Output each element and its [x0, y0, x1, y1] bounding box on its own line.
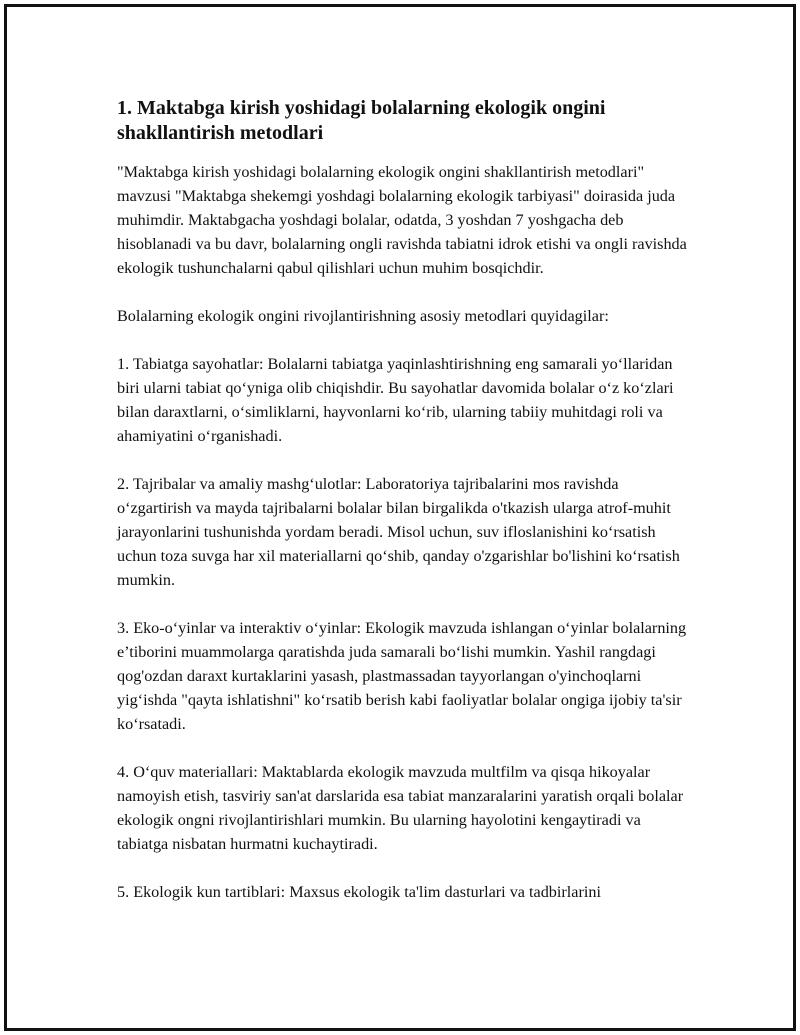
method-2-paragraph: 2. Tajribalar va amaliy mashg‘ulotlar: Laboratoriya tajribalarini mos ravishda o‘zgartirish va mayda tajribalarni bolalar bilan birgalikda o'tkazish ularga atrof-muhit jarayonlarini tushunishda yordam beradi. Misol uchun, suv ifloslanishini ko‘rsatish uchun toza suvga har xil materiallarni qo‘shib, qanday o'zgarishlar bo'lishini ko‘rsatish mumkin. [117, 475, 680, 589]
method-4-paragraph: 4. O‘quv materiallari: Maktablarda ekologik mavzuda multfilm va qisqa hikoyalar namoyish etish, tasviriy san'at darslarida esa tabiat manzaralarini yaratish orqali bolalar ekologik ongni rivojlantirishlari mumkin. Bu ularning hayolotini kengaytiradi va tabiatga nisbatan hurmatni kuchaytiradi. [117, 763, 684, 853]
intro-paragraph: "Maktabga kirish yoshidagi bolalarning ekologik ongini shakllantirish metodlari" mavzusi "Maktabga shekemgi yoshdagi bolalarning ekologik tarbiyasi" doirasida juda muhimdir. Maktabgacha yoshdagi bolalar, odatda, 3 yoshdan 7 yoshgacha deb hisoblanadi va bu davr, bolalarning ongli ravishda tabiatni idrok etishi va ongli ravishda ekologik tushunchalarni qabul qilishlari uchun muhim bosqichdir. [117, 163, 687, 277]
document-title: 1. Maktabga kirish yoshidagi bolalarning ekologik ongini shakllantirish metodlari [117, 97, 606, 144]
method-5-paragraph: 5. Ekologik kun tartiblari: Maxsus ekologik ta'lim dasturlari va tadbirlarini [117, 883, 601, 901]
methods-lead-paragraph: Bolalarning ekologik ongini rivojlantirishning asosiy metodlari quyidagilar: [117, 307, 609, 325]
method-3-paragraph: 3. Eko-o‘yinlar va interaktiv o‘yinlar: Ekologik mavzuda ishlangan o‘yinlar bolalarning e’tiborini muammolarga qaratishda juda samarali bo‘lishi mumkin. Yashil rangdagi qog'ozdan daraxt kurtaklarini yasash, plastmassadan tayyorlangan o'yinchoqlarni yig‘ishda "qayta ishlatishni" ko‘rsatib berish kabi faoliyatlar bolalar ongiga ijobiy ta'sir ko‘rsatadi. [117, 619, 687, 733]
document-body [117, 96, 687, 928]
method-1-paragraph: 1. Tabiatga sayohatlar: Bolalarni tabiatga yaqinlashtirishning eng samarali yo‘llaridan biri ularni tabiat qo‘yniga olib chiqishdir. Bu sayohatlar davomida bolalar o‘z ko‘zlari bilan daraxtlarni, o‘simliklarni, hayvonlarni ko‘rib, ularning tabiiy muhitdagi roli va ahamiyatini o‘rganishadi. [117, 355, 674, 445]
